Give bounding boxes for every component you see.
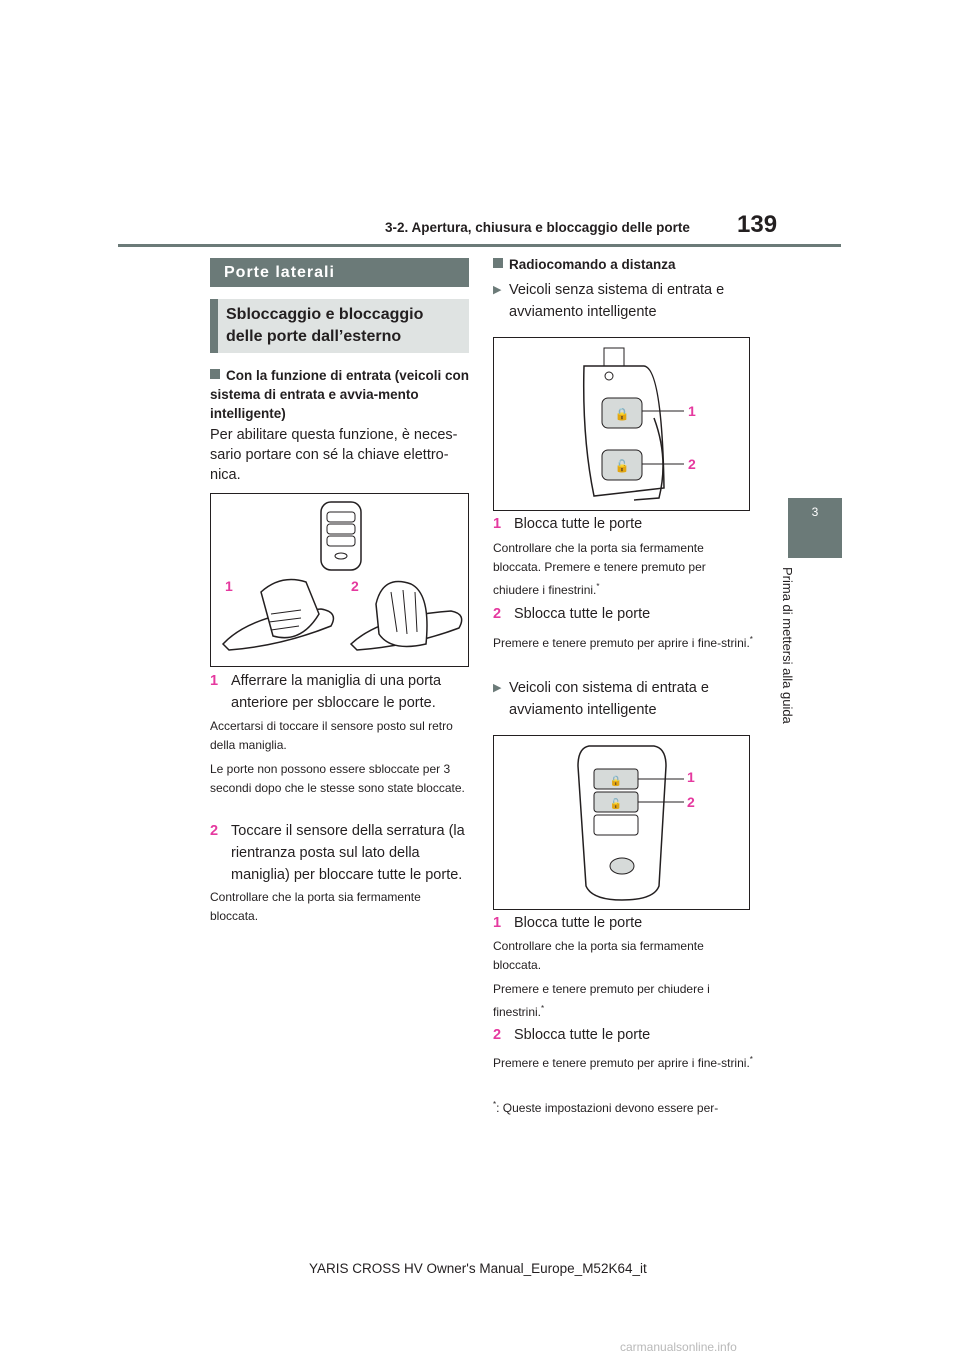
footer-manual-id: YARIS CROSS HV Owner's Manual_Europe_M52K64_it: [309, 1261, 647, 1276]
footnote-mark: *: [493, 1100, 497, 1109]
list-item: [210, 820, 472, 886]
chapter-label-container: [780, 567, 805, 737]
list-item: [493, 912, 755, 934]
note-text: Premere e tenere premuto per aprire i fine-strini.*: [493, 635, 753, 650]
page-number: 139: [737, 211, 778, 238]
triangle-bullet-icon: ▶: [493, 284, 502, 296]
item-number: 2: [493, 1027, 502, 1043]
item-text: Blocca tutte le porte: [514, 516, 643, 532]
footnote-mark: *: [596, 582, 600, 591]
remote-control-heading: Radiocomando a distanza: [493, 255, 755, 274]
note-text: Accertarsi di toccare il sensore posto sul retro della maniglia.: [210, 719, 453, 752]
note-text: Controllare che la porta sia fermamente bloccata.: [493, 939, 704, 972]
item-number: 1: [210, 673, 219, 689]
section-title: 3-2. Apertura, chiusura e bloccaggio delle porte: [385, 220, 690, 235]
door-handle-illustration: [211, 494, 468, 666]
remote-key-illustration: [494, 338, 749, 510]
list-item: [493, 1024, 755, 1046]
chapter-label: Prima di mettersi alla guida: [780, 567, 795, 724]
door-handle-figure: [210, 493, 469, 667]
smart-key-illustration: [494, 736, 749, 909]
footnote-mark: *: [541, 1004, 545, 1013]
chapter-tab: [788, 498, 842, 558]
footnote-mark: *: [749, 635, 753, 644]
note-text: Premere e tenere premuto per aprire i fine-strini.*: [493, 1055, 753, 1070]
case-a-title: ▶ Veicoli senza sistema di entrata e avviamento intelligente: [493, 279, 755, 323]
item-text: Sblocca tutte le porte: [514, 1027, 651, 1043]
list-item: [493, 513, 755, 535]
callout-1: 1: [688, 403, 696, 419]
callout-2: 2: [688, 456, 696, 472]
callout-1: 1: [225, 578, 233, 594]
keyless-remote-figure: [493, 337, 750, 511]
svg-text:🔒: 🔒: [609, 776, 623, 787]
entry-function-heading: Con la funzione di entrata (veicoli con sistema di entrata e avvia-mento intelligente): [210, 368, 470, 421]
svg-text:🔓: 🔓: [609, 799, 623, 810]
item-text: Afferrare la maniglia di una porta anteriore per sbloccare le porte.: [231, 673, 442, 711]
item-text: Sblocca tutte le porte: [514, 606, 651, 622]
item-number: 1: [493, 516, 502, 532]
case-b-title: ▶ Veicoli con sistema di entrata e avviamento intelligente: [493, 677, 755, 721]
intro-text: Per abilitare questa funzione, è neces-sario portare con sé la chiave elettro-nica.: [210, 427, 458, 483]
svg-text:🔒: 🔒: [614, 407, 630, 421]
watermark: carmanualsonline.info: [620, 1340, 737, 1354]
callout-2: 2: [351, 578, 359, 594]
list-item: [210, 670, 472, 714]
callout-2: 2: [687, 794, 695, 810]
square-bullet-icon: [210, 369, 220, 379]
note-text: Le porte non possono essere sbloccate per 3 secondi dopo che le stesse sono state bloccate.: [210, 762, 465, 795]
note-text: Controllare che la porta sia fermamente bloccata. Premere e tenere premuto per chiudere i finestrini.*: [493, 541, 706, 597]
note-text: Controllare che la porta sia fermamente bloccata.: [210, 890, 421, 923]
item-number: 2: [210, 823, 219, 839]
item-number: 1: [493, 915, 502, 931]
item-text: Blocca tutte le porte: [514, 915, 643, 931]
list-item: [493, 603, 755, 625]
callout-1: 1: [687, 769, 695, 785]
subsection-heading: Sbloccaggio e bloccaggio delle porte dall’esterno: [210, 299, 469, 353]
smart-key-figure: [493, 735, 750, 910]
footnote: *: Queste impostazioni devono essere per-: [493, 1100, 719, 1115]
chapter-number: 3: [811, 505, 819, 519]
square-bullet-icon: [493, 258, 503, 268]
header-rule: [118, 244, 841, 247]
section-heading: Porte laterali: [210, 258, 469, 287]
note-text: Premere e tenere premuto per chiudere i finestrini.*: [493, 982, 710, 1019]
item-number: 2: [493, 606, 502, 622]
triangle-bullet-icon: ▶: [493, 682, 502, 694]
item-text: Toccare il sensore della serratura (la rientranza posta sul lato della maniglia) per bloccare tutte le porte.: [231, 823, 465, 883]
svg-text:🔓: 🔓: [614, 459, 630, 473]
footnote-mark: *: [749, 1055, 753, 1064]
